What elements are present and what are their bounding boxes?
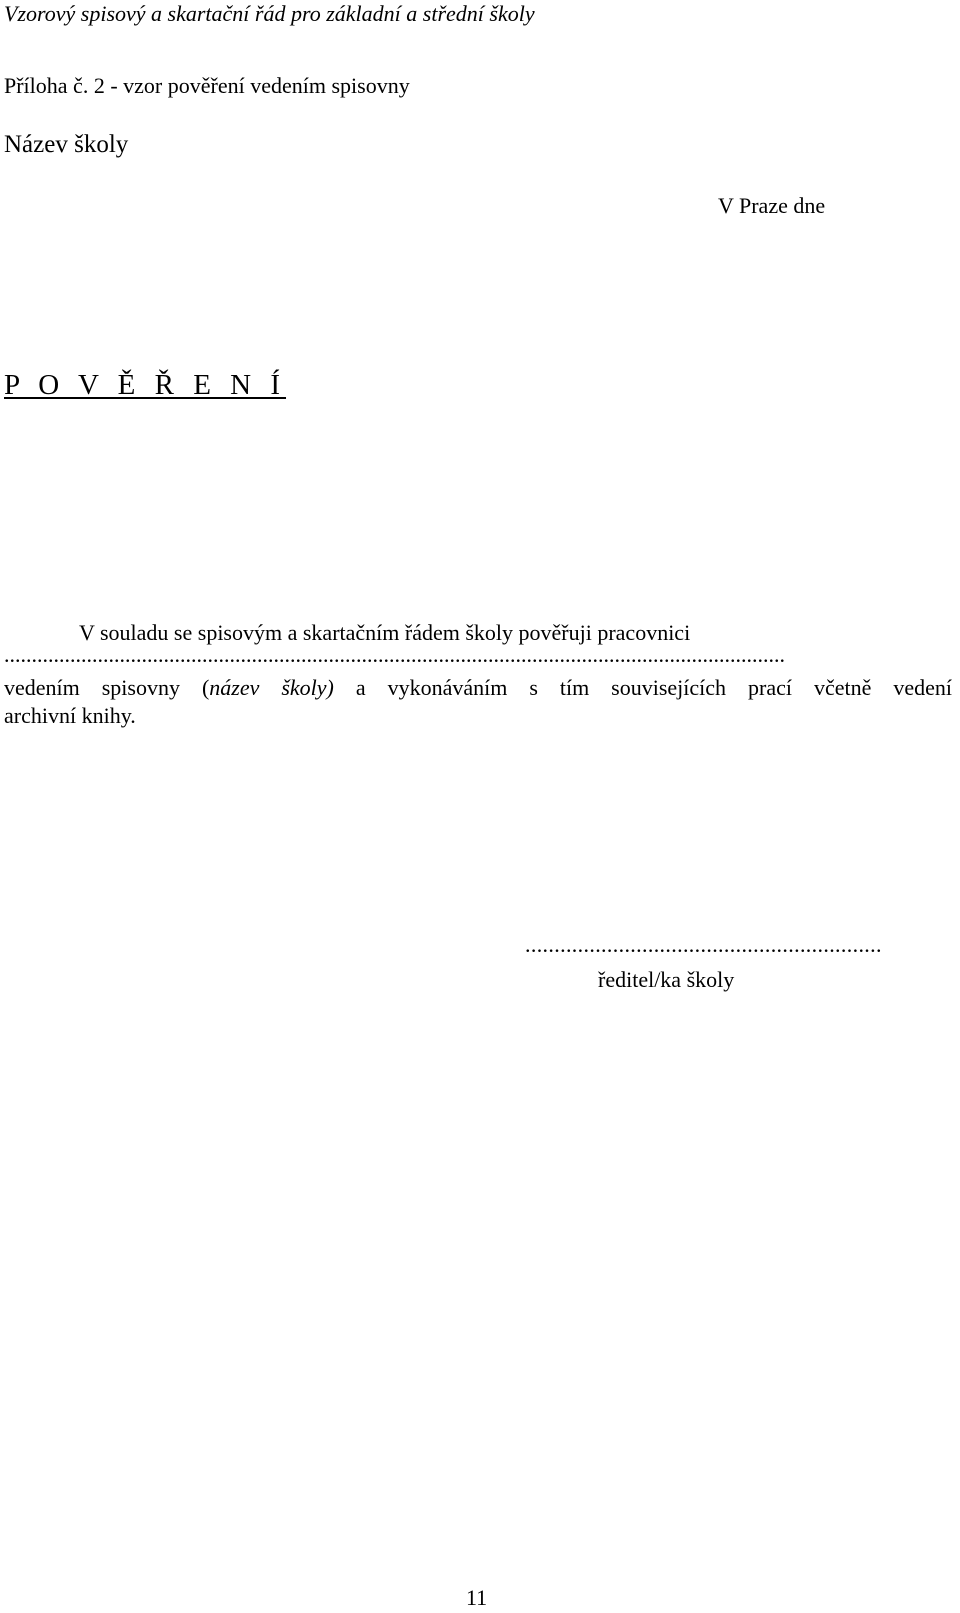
- body-italic-school-name: název školy): [209, 675, 334, 700]
- body-paragraph: [4, 674, 952, 730]
- signature-dots: .............................................................: [525, 932, 882, 957]
- document-title: P O V Ě Ř E N Í: [4, 369, 287, 401]
- running-header: Vzorový spisový a skartační řád pro základní a střední školy: [4, 1, 535, 26]
- attachment-line: Příloha č. 2 - vzor pověření vedením spisovny: [4, 73, 410, 98]
- page-number: 11: [466, 1585, 488, 1610]
- body-first-line: V souladu se spisovým a skartačním řádem školy pověřuji pracovnici: [79, 620, 691, 645]
- body-second-line: [4, 674, 952, 702]
- school-name: Název školy: [4, 131, 129, 158]
- body-third-line: archivní knihy.: [4, 703, 136, 728]
- name-fill-in-dots: ..............................................................................................................................................: [4, 645, 785, 665]
- body-text-after-italic: a vykonáváním s tím souvisejících prací včetně vedení: [333, 675, 952, 700]
- body-text-before-italic: vedením spisovny (: [4, 675, 210, 700]
- signature-role: ředitel/ka školy: [598, 967, 735, 992]
- place-date: V Praze dne: [718, 193, 826, 218]
